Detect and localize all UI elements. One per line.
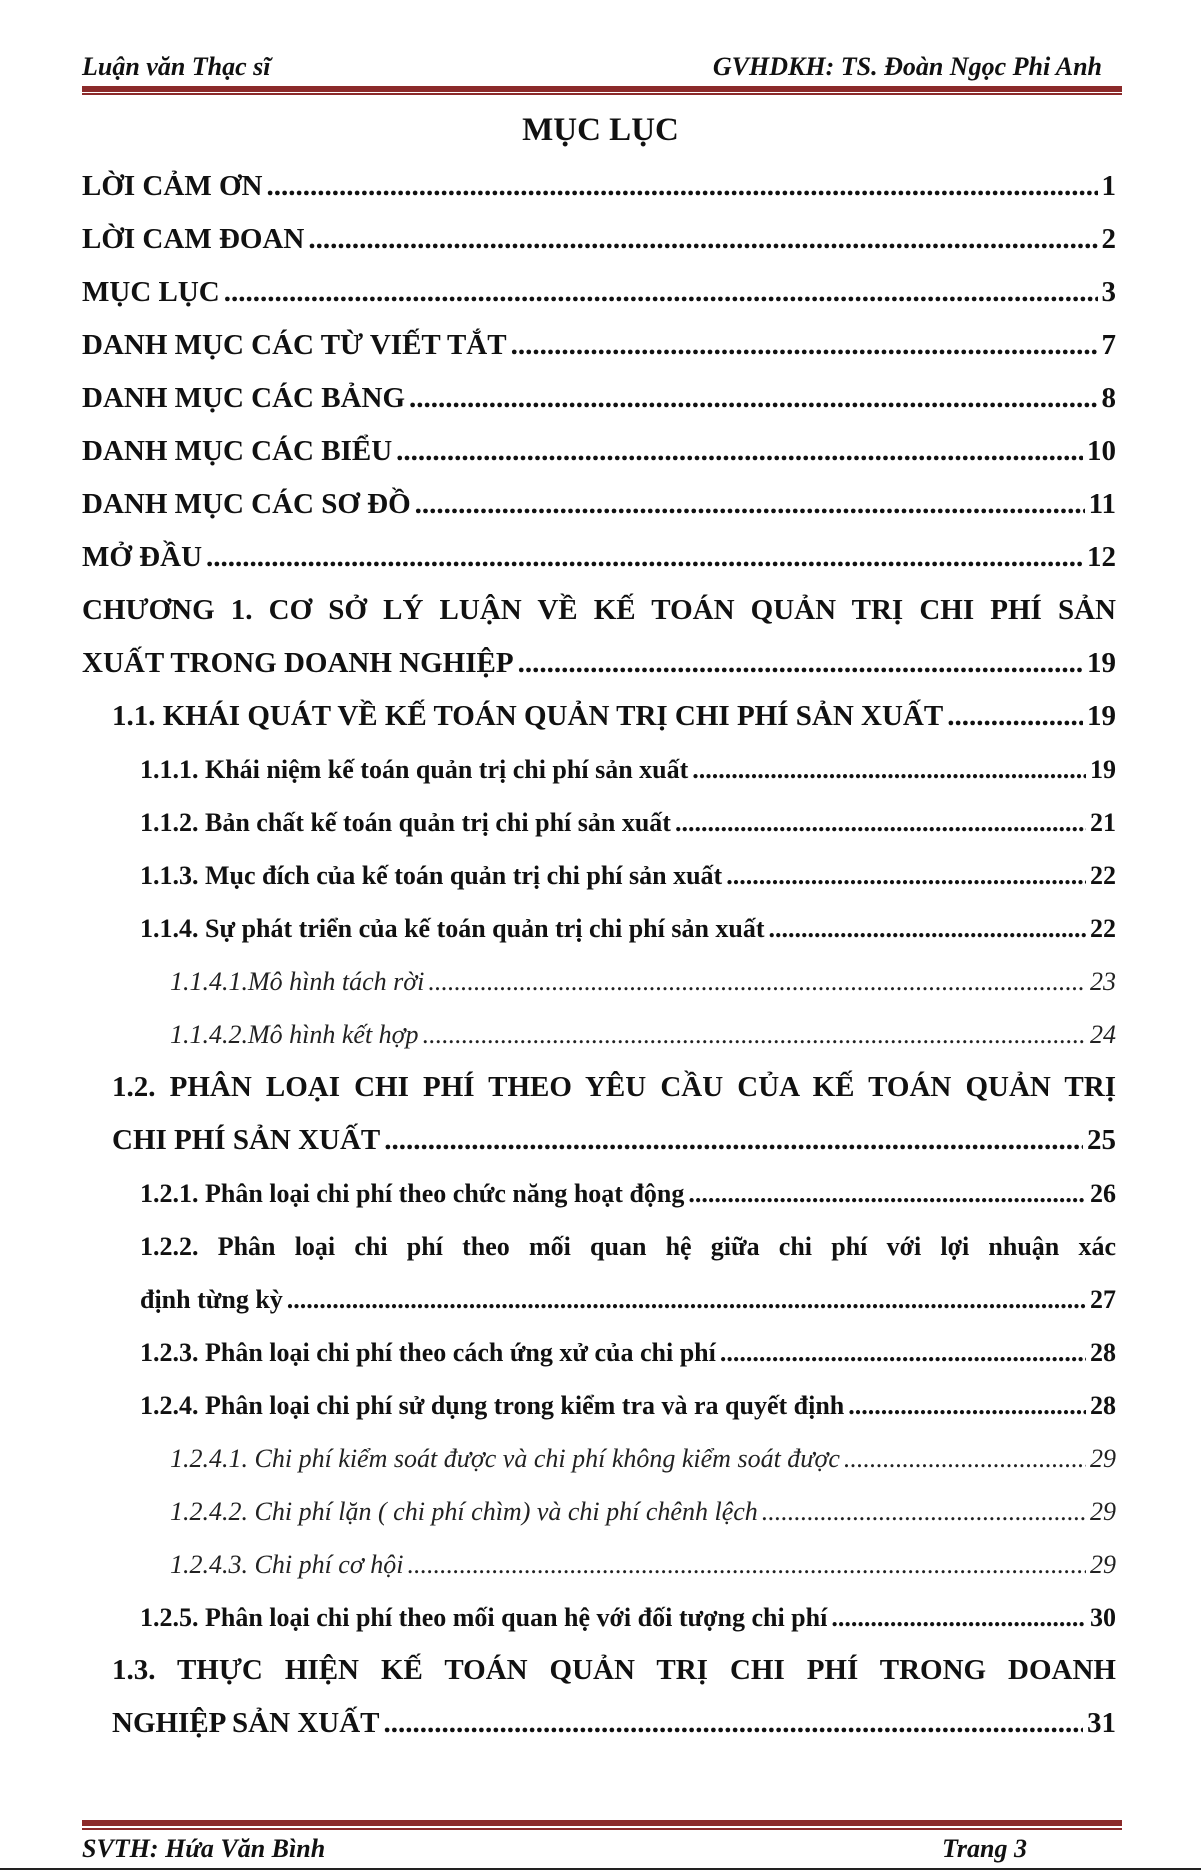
toc-label: 1.1. KHÁI QUÁT VỀ KẾ TOÁN QUẢN TRỊ CHI PHÍ SẢN XUẤT bbox=[112, 700, 944, 732]
toc-label: 1.2.5. Phân loại chi phí theo mối quan hệ với đối tượng chi phí bbox=[140, 1603, 828, 1632]
leader-dots bbox=[384, 1697, 1084, 1750]
leader-dots bbox=[384, 1114, 1083, 1167]
toc-page: 24 bbox=[1090, 1020, 1116, 1049]
toc-page: 25 bbox=[1087, 1124, 1116, 1156]
leader-dots bbox=[692, 743, 1086, 796]
leader-dots bbox=[396, 425, 1083, 478]
toc-label: 1.1.3. Mục đích của kế toán quản trị chi phí sản xuất bbox=[140, 861, 723, 890]
header-left: Luận văn Thạc sĩ bbox=[82, 52, 271, 81]
toc-page: 27 bbox=[1090, 1285, 1116, 1314]
toc-entry bbox=[82, 1008, 1116, 1061]
toc-entry-line1: 1.2.2. Phân loại chi phí theo mối quan hệ giữa chi phí với lợi nhuận xác bbox=[140, 1232, 1116, 1261]
leader-dots bbox=[423, 1008, 1086, 1061]
toc-page: 19 bbox=[1087, 700, 1116, 732]
toc-entry bbox=[82, 690, 1116, 743]
header-rule bbox=[82, 86, 1122, 92]
leader-dots bbox=[947, 690, 1083, 743]
leader-dots bbox=[688, 1167, 1086, 1220]
toc-label: 1.1.1. Khái niệm kế toán quản trị chi phí sản xuất bbox=[140, 755, 689, 784]
toc-label: 1.2.1. Phân loại chi phí theo chức năng hoạt động bbox=[140, 1179, 685, 1208]
table-of-contents bbox=[82, 160, 1116, 1750]
toc-entry bbox=[82, 425, 1116, 478]
toc-entry bbox=[82, 372, 1116, 425]
toc-label: DANH MỤC CÁC BIỂU bbox=[82, 435, 393, 467]
footer-author: SVTH: Hứa Văn Bình bbox=[82, 1834, 326, 1863]
page-footer bbox=[82, 1832, 1122, 1868]
leader-dots bbox=[726, 849, 1086, 902]
toc-entry-line1: 1.3. THỰC HIỆN KẾ TOÁN QUẢN TRỊ CHI PHÍ TRONG DOANH bbox=[112, 1654, 1116, 1686]
toc-label: 1.1.4.1.Mô hình tách rời bbox=[170, 967, 425, 996]
toc-entry bbox=[82, 531, 1116, 584]
toc-label: 1.1.4. Sự phát triển của kế toán quản trị chi phí sản xuất bbox=[140, 914, 765, 943]
toc-entry bbox=[82, 1167, 1116, 1220]
toc-page: 19 bbox=[1090, 755, 1116, 784]
toc-entry bbox=[82, 1432, 1116, 1485]
leader-dots bbox=[407, 1538, 1086, 1591]
toc-entry bbox=[82, 796, 1116, 849]
toc-label: XUẤT TRONG DOANH NGHIỆP bbox=[82, 647, 514, 679]
leader-dots bbox=[844, 1432, 1086, 1485]
header-right: GVHDKH: TS. Đoàn Ngọc Phi Anh bbox=[712, 52, 1102, 81]
page-bottom-edge bbox=[0, 1868, 1201, 1870]
page-title: MỤC LỤC bbox=[522, 112, 679, 148]
leader-dots bbox=[720, 1326, 1086, 1379]
leader-dots bbox=[848, 1379, 1086, 1432]
leader-dots bbox=[287, 1273, 1086, 1326]
toc-label: DANH MỤC CÁC TỪ VIẾT TẮT bbox=[82, 329, 507, 361]
toc-entry bbox=[82, 319, 1116, 372]
leader-dots bbox=[415, 478, 1085, 531]
toc-entry bbox=[82, 1379, 1116, 1432]
toc-page: 21 bbox=[1090, 808, 1116, 837]
toc-entry bbox=[82, 637, 1116, 690]
toc-page: 30 bbox=[1090, 1603, 1116, 1632]
leader-dots bbox=[762, 1485, 1086, 1538]
toc-page: 7 bbox=[1101, 329, 1116, 361]
toc-entry bbox=[82, 266, 1116, 319]
footer-rule-thin bbox=[82, 1828, 1122, 1830]
toc-label: CHI PHÍ SẢN XUẤT bbox=[112, 1124, 381, 1156]
toc-label: LỜI CAM ĐOAN bbox=[82, 223, 305, 255]
toc-entry bbox=[82, 1538, 1116, 1591]
toc-page: 28 bbox=[1090, 1338, 1116, 1367]
header-rule-thin bbox=[82, 93, 1122, 95]
toc-entry bbox=[82, 1591, 1116, 1644]
toc-entry bbox=[82, 213, 1116, 266]
toc-label: 1.1.2. Bản chất kế toán quản trị chi phí sản xuất bbox=[140, 808, 671, 837]
leader-dots bbox=[224, 266, 1098, 319]
toc-label: 1.2.4.2. Chi phí lặn ( chi phí chìm) và chi phí chênh lệch bbox=[170, 1497, 758, 1526]
leader-dots bbox=[675, 796, 1086, 849]
footer-page-number: Trang 3 bbox=[942, 1834, 1027, 1863]
toc-page: 8 bbox=[1101, 382, 1116, 414]
toc-page: 26 bbox=[1090, 1179, 1116, 1208]
toc-label: NGHIỆP SẢN XUẤT bbox=[112, 1707, 380, 1739]
toc-page: 19 bbox=[1087, 647, 1116, 679]
toc-entry bbox=[82, 478, 1116, 531]
toc-label: MỞ ĐẦU bbox=[82, 541, 203, 573]
page-header bbox=[82, 46, 1122, 86]
toc-label: 1.1.4.2.Mô hình kết hợp bbox=[170, 1020, 419, 1049]
toc-entry bbox=[82, 1273, 1116, 1326]
leader-dots bbox=[769, 902, 1086, 955]
toc-label: MỤC LỤC bbox=[82, 276, 220, 308]
toc-page: 31 bbox=[1087, 1707, 1116, 1739]
toc-label: 1.2.3. Phân loại chi phí theo cách ứng xử của chi phí bbox=[140, 1338, 716, 1367]
toc-page: 29 bbox=[1090, 1444, 1116, 1473]
toc-entry bbox=[82, 1485, 1116, 1538]
toc-page: 12 bbox=[1087, 541, 1116, 573]
toc-entry bbox=[82, 955, 1116, 1008]
toc-entry bbox=[82, 160, 1116, 213]
toc-label: định từng kỳ bbox=[140, 1285, 283, 1314]
footer-rule bbox=[82, 1820, 1122, 1826]
toc-label: 1.2.4.1. Chi phí kiểm soát được và chi phí không kiểm soát được bbox=[170, 1444, 840, 1473]
leader-dots bbox=[511, 319, 1098, 372]
toc-entry bbox=[82, 743, 1116, 796]
toc-entry bbox=[82, 1697, 1116, 1750]
toc-entry bbox=[82, 902, 1116, 955]
toc-entry-line1: CHƯƠNG 1. CƠ SỞ LÝ LUẬN VỀ KẾ TOÁN QUẢN TRỊ CHI PHÍ SẢN bbox=[82, 594, 1116, 626]
toc-label: 1.2.4.3. Chi phí cơ hội bbox=[170, 1550, 404, 1579]
toc-page: 29 bbox=[1090, 1550, 1116, 1579]
leader-dots bbox=[308, 213, 1097, 266]
toc-label: 1.2.4. Phân loại chi phí sử dụng trong kiểm tra và ra quyết định bbox=[140, 1391, 845, 1420]
leader-dots bbox=[409, 372, 1097, 425]
toc-label: LỜI CẢM ƠN bbox=[82, 170, 263, 202]
toc-page: 11 bbox=[1088, 488, 1116, 520]
toc-page: 23 bbox=[1090, 967, 1116, 996]
toc-page: 29 bbox=[1090, 1497, 1116, 1526]
leader-dots bbox=[266, 160, 1097, 213]
toc-entry-line1: 1.2. PHÂN LOẠI CHI PHÍ THEO YÊU CẦU CỦA KẾ TOÁN QUẢN TRỊ bbox=[112, 1071, 1116, 1103]
leader-dots bbox=[206, 531, 1083, 584]
toc-page: 10 bbox=[1087, 435, 1116, 467]
toc-page: 3 bbox=[1101, 276, 1116, 308]
toc-label: DANH MỤC CÁC BẢNG bbox=[82, 382, 406, 414]
toc-page: 22 bbox=[1090, 914, 1116, 943]
leader-dots bbox=[831, 1591, 1086, 1644]
toc-entry bbox=[82, 849, 1116, 902]
toc-page: 2 bbox=[1101, 223, 1116, 255]
toc-page: 22 bbox=[1090, 861, 1116, 890]
toc-label: DANH MỤC CÁC SƠ ĐỒ bbox=[82, 488, 411, 520]
toc-entry bbox=[82, 1326, 1116, 1379]
leader-dots bbox=[428, 955, 1086, 1008]
toc-page: 1 bbox=[1101, 170, 1116, 202]
leader-dots bbox=[518, 637, 1083, 690]
toc-entry bbox=[82, 1114, 1116, 1167]
toc-page: 28 bbox=[1090, 1391, 1116, 1420]
